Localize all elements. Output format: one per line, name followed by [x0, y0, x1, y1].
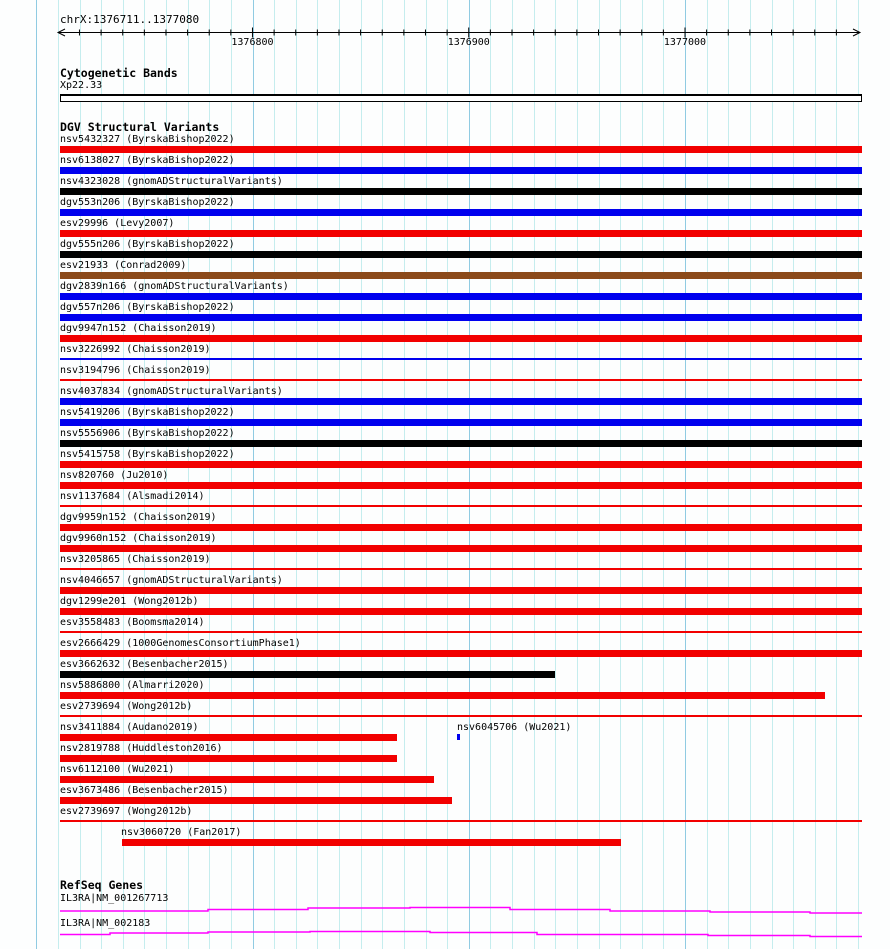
variant-label[interactable]: esv29996 (Levy2007) [60, 218, 175, 229]
variant-label[interactable]: nsv3205865 (Chaisson2019) [60, 554, 211, 565]
variant-label[interactable]: esv2739694 (Wong2012b) [60, 701, 193, 712]
variant-label[interactable]: esv3662632 (Besenbacher2015) [60, 659, 229, 670]
variant-label[interactable]: nsv5419206 (ByrskaBishop2022) [60, 407, 235, 418]
variant-label[interactable]: nsv6045706 (Wu2021) [457, 722, 572, 733]
variant-label[interactable]: nsv820760 (Ju2010) [60, 470, 169, 481]
variant-label[interactable]: dgv555n206 (ByrskaBishop2022) [60, 239, 235, 250]
variant-label[interactable]: dgv9960n152 (Chaisson2019) [60, 533, 217, 544]
variant-label[interactable]: esv21933 (Conrad2009) [60, 260, 187, 271]
ruler-tick-label: 1376800 [231, 37, 274, 48]
variant-label[interactable]: nsv5432327 (ByrskaBishop2022) [60, 134, 235, 145]
variant-label[interactable]: nsv3060720 (Fan2017) [121, 827, 242, 838]
gene-label[interactable]: IL3RA|NM_002183 [60, 918, 151, 929]
variant-label[interactable]: nsv4046657 (gnomADStructuralVariants) [60, 575, 283, 586]
variant-label[interactable]: esv3558483 (Boomsma2014) [60, 617, 205, 628]
variant-label[interactable]: esv2666429 (1000GenomesConsortiumPhase1) [60, 638, 301, 649]
cytoband-label: Xp22.33 [60, 80, 103, 91]
dgv-structural-variants-title: DGV Structural Variants [60, 120, 220, 134]
refseq-genes-title: RefSeq Genes [60, 878, 144, 892]
ruler-tick-label: 1376900 [447, 37, 490, 48]
gene-label[interactable]: IL3RA|NM_001267713 [60, 893, 169, 904]
variant-label[interactable]: dgv557n206 (ByrskaBishop2022) [60, 302, 235, 313]
ruler-tick-label: 1377000 [663, 37, 707, 48]
variant-label[interactable]: nsv3194796 (Chaisson2019) [60, 365, 211, 376]
variant-label[interactable]: nsv4037834 (gnomADStructuralVariants) [60, 386, 283, 397]
variant-label[interactable]: dgv9959n152 (Chaisson2019) [60, 512, 217, 523]
variant-label[interactable]: esv3673486 (Besenbacher2015) [60, 785, 229, 796]
cytogenetic-bands-title: Cytogenetic Bands [60, 66, 178, 80]
variant-label[interactable]: nsv6112100 (Wu2021) [60, 764, 175, 775]
variant-label[interactable]: nsv3226992 (Chaisson2019) [60, 344, 211, 355]
variant-label[interactable]: dgv9947n152 (Chaisson2019) [60, 323, 217, 334]
variant-label[interactable]: nsv5886800 (Almarri2020) [60, 680, 205, 691]
variant-label[interactable]: nsv3411884 (Audano2019) [60, 722, 199, 733]
variant-label[interactable]: nsv1137684 (Alsmadi2014) [60, 491, 205, 502]
variant-label[interactable]: nsv4323028 (gnomADStructuralVariants) [60, 176, 283, 187]
variant-label[interactable]: esv2739697 (Wong2012b) [60, 806, 193, 817]
variant-label[interactable]: nsv5556906 (ByrskaBishop2022) [60, 428, 235, 439]
region-label: chrX:1376711..1377080 [60, 13, 200, 26]
variant-label[interactable]: nsv2819788 (Huddleston2016) [60, 743, 223, 754]
variant-label[interactable]: dgv553n206 (ByrskaBishop2022) [60, 197, 235, 208]
variant-label[interactable]: dgv1299e201 (Wong2012b) [60, 596, 199, 607]
variant-label[interactable]: nsv5415758 (ByrskaBishop2022) [60, 449, 235, 460]
variant-label[interactable]: dgv2839n166 (gnomADStructuralVariants) [60, 281, 289, 292]
variant-label[interactable]: nsv6138027 (ByrskaBishop2022) [60, 155, 235, 166]
